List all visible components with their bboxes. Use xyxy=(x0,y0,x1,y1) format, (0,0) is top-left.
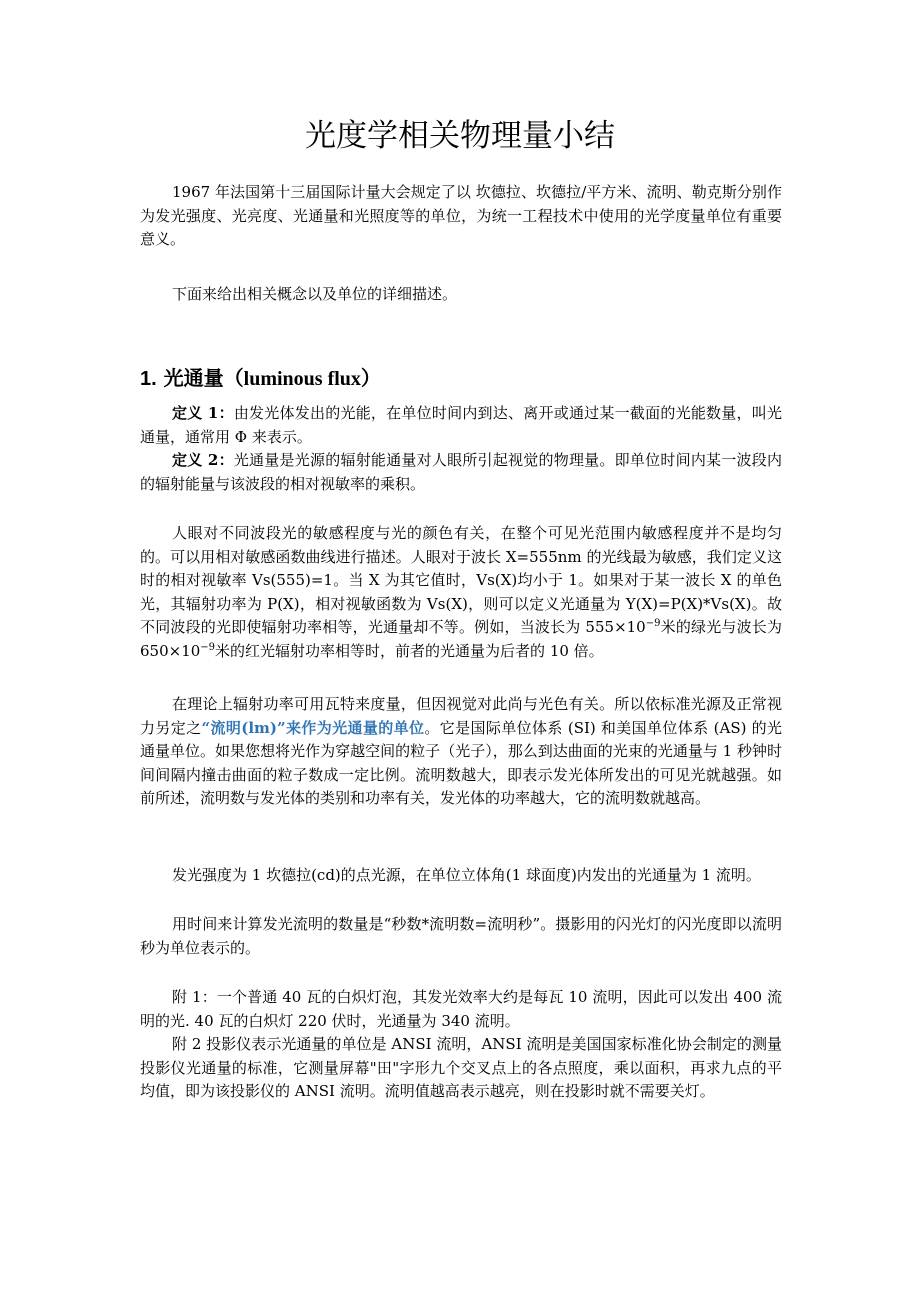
page-title: 光度学相关物理量小结 xyxy=(305,118,615,154)
note-1: 附 1：一个普通 40 瓦的白炽灯泡，其发光效率大约是每瓦 10 流明，因此可以发出 400 流明的光. 40 瓦的白炽灯 220 伏时，光通量为 340 流明。 xyxy=(140,988,782,1030)
candela-paragraph: 发光强度为 1 坎德拉(cd)的点光源，在单位立体角(1 球面度)内发出的光通量为 1 流明。 xyxy=(172,866,761,884)
lumen-highlight: “流明(lm)”来作为光通量的单位 xyxy=(201,718,425,737)
section-title-cn: 光通量（ xyxy=(163,366,244,390)
exponent-1: −9 xyxy=(645,618,661,629)
exponent-2: −9 xyxy=(200,641,216,653)
definition-2-label: 定义 2： xyxy=(172,451,234,469)
definition-2-text: 光通量是光源的辐射能通量对人眼所引起视觉的物理量。即单位时间内某一波段内的辐射能量与该波段的相对视敏率的乘积。 xyxy=(140,451,782,493)
intro-paragraph-2: 下面来给出相关概念以及单位的详细描述。 xyxy=(172,285,458,303)
intro-paragraph: 1967 年法国第十三届国际计量大会规定了以 坎德拉、坎德拉/平方米、流明、勒克斯分别作为发光强度、光亮度、光通量和光照度等的单位，为统一工程技术中使用的光学度量单位有重要意义。 xyxy=(140,183,782,248)
section-title-en: luminous flux xyxy=(243,368,361,390)
definition-1-text: 由发光体发出的光能，在单位时间内到达、离开或通过某一截面的光能数量，叫光通量，通常用 Φ 来表示。 xyxy=(140,404,782,446)
section-number: 1. xyxy=(140,368,157,390)
lumen-second-paragraph: 用时间来计算发光流明的数量是“秒数*流明数=流明秒”。摄影用的闪光灯的闪光度即以流明秒为单位表示的。 xyxy=(140,915,782,957)
eye-text-b: 米的绿光与波长为 650×10 xyxy=(140,618,782,660)
eye-text-a: 人眼对不同波段光的敏感程度与光的颜色有关，在整个可见光范围内敏感程度并不是均匀的。可以用相对敏感函数曲线进行描述。人眼对于波长 X=555nm 的光线最为敏感，我们定义这时的相对视敏率 Vs(555)=1。当 X 为其它值时，Vs(X)均小于 1。如果对于某一波长 X 的单色光，其辐射功率为 P(X)，相对视敏函数为 Vs(X)，则可以定义光通量为 Y(X)=P(X)*Vs(X)。故不同波段的光即使辐射功率相等，光通量却不等。例如，当波长为 555×10 xyxy=(140,524,782,636)
lumen-paragraph xyxy=(140,693,782,811)
lumen-text-b: 。它是国际单位体系 (SI) 和美国单位体系 (AS) 的光通量单位。如果您想将光作为穿越空间的粒子（光子），那么到达曲面的光束的光通量与 1 秒钟时间间隔内撞击曲面的粒子数成一定比例。流明数越大，即表示发光体所发出的可见光就越强。如前所述，流明数与发光体的类别和功率有关，发光体的功率越大，它的流明数就越高。 xyxy=(140,718,782,807)
lumen-text-a: 在理论上辐射功率可用瓦特来度量，但因视觉对此尚与光色有关。所以依标准光源及正常视力另定之 xyxy=(140,695,782,737)
eye-sensitivity-paragraph xyxy=(140,522,782,663)
note-2: 附 2 投影仪表示光通量的单位是 ANSI 流明，ANSI 流明是美国国家标准化协会制定的测量投影仪光通量的标准，它测量屏幕"田"字形九个交叉点上的各点照度，乘以面积，再求九点的平均值，即为该投影仪的 ANSI 流明。流明值越高表示越亮，则在投影时就不需要关灯。 xyxy=(140,1035,782,1100)
definition-1 xyxy=(140,402,782,449)
definition-2 xyxy=(140,449,782,496)
eye-text-c: 米的红光辐射功率相等时，前者的光通量为后者的 10 倍。 xyxy=(215,641,604,660)
definition-1-label: 定义 1： xyxy=(172,404,234,422)
section-heading xyxy=(140,364,381,393)
section-title-close: ） xyxy=(360,366,381,390)
